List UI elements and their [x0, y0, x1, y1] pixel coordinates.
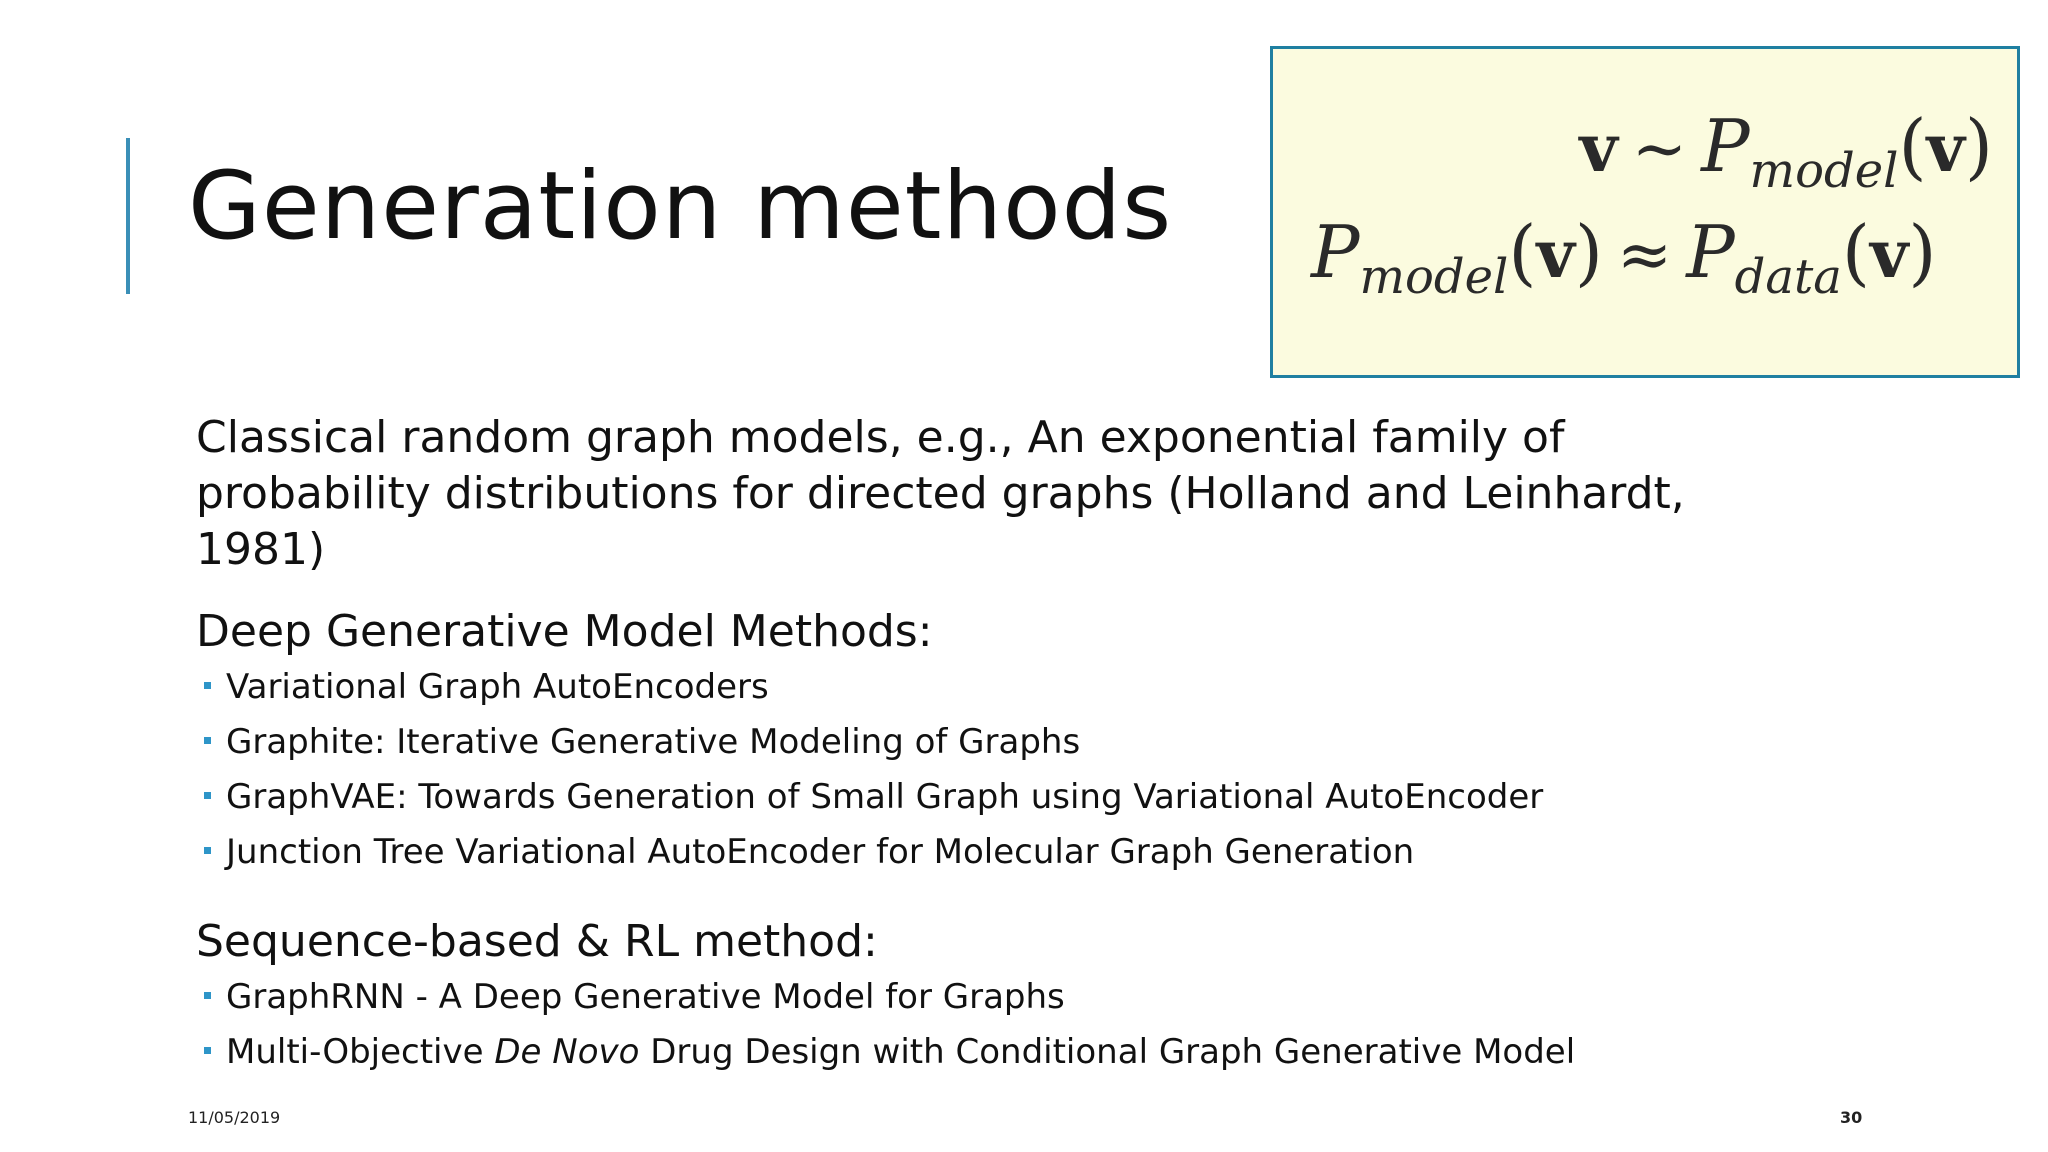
list-item-text: Variational Graph AutoEncoders: [226, 667, 769, 707]
equation-line-1: v ∼ Pmodel(v): [1579, 104, 1993, 199]
list-item-text: Junction Tree Variational AutoEncoder for Molecular Graph Generation: [226, 832, 1415, 872]
section-heading-deep-generative: Deep Generative Model Methods:: [196, 606, 933, 657]
bullet-icon: [204, 847, 211, 854]
deep-generative-list: [196, 660, 1756, 880]
list-item: [196, 770, 1756, 825]
sequence-rl-list: [196, 970, 1756, 1080]
list-item-text: GraphRNN - A Deep Generative Model for Graphs: [226, 977, 1065, 1017]
footer-date: 11/05/2019: [188, 1108, 281, 1127]
page-number: 30: [1840, 1108, 1863, 1127]
list-item: [196, 1025, 1756, 1080]
list-item: [196, 660, 1756, 715]
list-item-text: Graphite: Iterative Generative Modeling of Graphs: [226, 722, 1081, 762]
list-item-text-prefix: Multi-Objective: [226, 1032, 495, 1072]
bullet-icon: [204, 992, 211, 999]
intro-paragraph: Classical random graph models, e.g., An exponential family of probability distributions for directed graphs (Holland and Leinhardt, 1981): [196, 412, 1685, 575]
equation-graphic: [1273, 49, 2017, 375]
list-item-text-suffix: Drug Design with Conditional Graph Generative Model: [639, 1032, 1576, 1072]
slide-title: Generation methods: [188, 152, 1173, 261]
list-item-text: GraphVAE: Towards Generation of Small Graph using Variational AutoEncoder: [226, 777, 1544, 817]
bullet-icon: [204, 737, 211, 744]
list-item: [196, 825, 1756, 880]
list-item: [196, 715, 1756, 770]
slide-body: [196, 410, 1756, 1080]
bullet-icon: [204, 792, 211, 799]
equation-box: [1270, 46, 2020, 378]
equation-line-2: Pmodel(v) ≈ Pdata(v): [1311, 210, 1937, 305]
bullet-icon: [204, 1047, 211, 1054]
list-item-text-italic: De Novo: [494, 1032, 640, 1072]
list-item: [196, 970, 1756, 1025]
bullet-icon: [204, 682, 211, 689]
section-heading-sequence-rl: Sequence-based & RL method:: [196, 916, 878, 967]
title-accent-bar: [126, 138, 130, 294]
